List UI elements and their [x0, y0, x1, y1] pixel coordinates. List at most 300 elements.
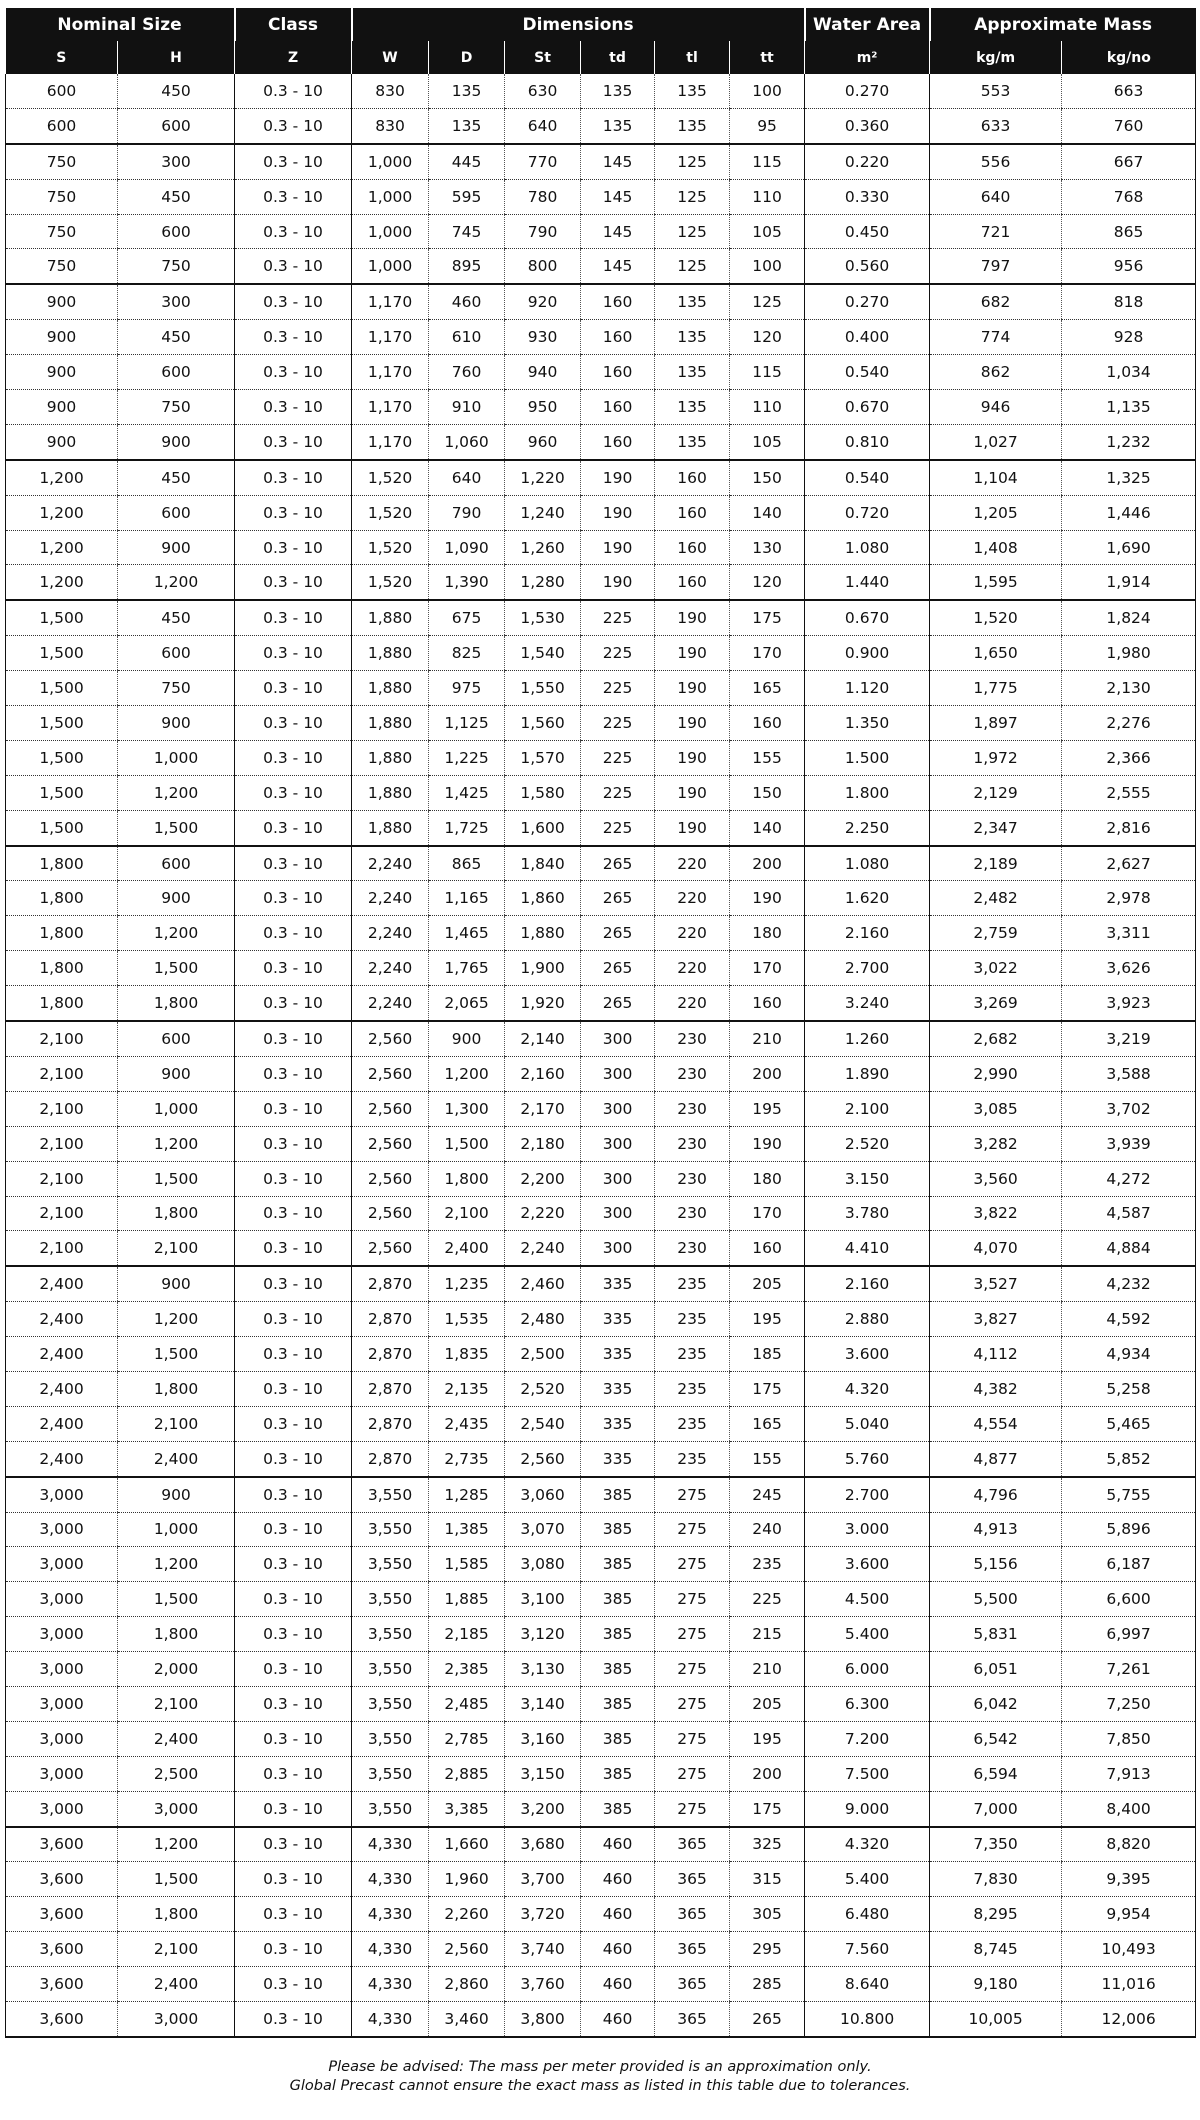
table-cell: 2,185 [429, 1617, 505, 1652]
table-cell: 460 [429, 284, 505, 319]
table-cell: 365 [655, 1827, 730, 1862]
table-cell: 1,880 [352, 706, 429, 741]
table-cell: 0.3 - 10 [235, 249, 352, 284]
table-row [6, 1337, 1196, 1372]
table-cell: 220 [655, 951, 730, 986]
table-cell: 1,800 [6, 986, 118, 1021]
table-cell: 3,000 [6, 1512, 118, 1547]
table-cell: 0.3 - 10 [235, 1406, 352, 1441]
table-cell: 682 [930, 284, 1062, 319]
column-header: m² [805, 41, 930, 74]
table-cell: 2,500 [505, 1337, 581, 1372]
table-cell: 120 [730, 565, 805, 600]
table-row [6, 214, 1196, 249]
table-cell: 0.3 - 10 [235, 775, 352, 810]
table-cell: 1.800 [805, 775, 930, 810]
table-cell: 285 [730, 1967, 805, 2002]
mass-table-container [5, 8, 1195, 2038]
table-cell: 3,022 [930, 951, 1062, 986]
table-cell: 3,140 [505, 1686, 581, 1721]
column-header: Z [235, 41, 352, 74]
group-header-class: Class [235, 8, 352, 41]
table-cell: 797 [930, 249, 1062, 284]
table-cell: 3,085 [930, 1091, 1062, 1126]
table-cell: 3,000 [6, 1477, 118, 1512]
table-cell: 1,232 [1062, 424, 1196, 459]
table-cell: 2,347 [930, 810, 1062, 845]
table-cell: 600 [118, 1021, 235, 1056]
table-cell: 200 [730, 846, 805, 881]
table-cell: 750 [118, 390, 235, 425]
table-cell: 556 [930, 144, 1062, 179]
table-cell: 5,896 [1062, 1512, 1196, 1547]
table-cell: 160 [730, 706, 805, 741]
table-cell: 160 [730, 986, 805, 1021]
table-cell: 2,485 [429, 1686, 505, 1721]
table-row [6, 1196, 1196, 1231]
table-cell: 4,913 [930, 1512, 1062, 1547]
table-cell: 275 [655, 1582, 730, 1617]
table-cell: 450 [118, 320, 235, 355]
table-cell: 2,870 [352, 1266, 429, 1301]
table-cell: 230 [655, 1126, 730, 1161]
table-cell: 3,311 [1062, 916, 1196, 951]
table-cell: 190 [655, 636, 730, 671]
table-cell: 4,330 [352, 2001, 429, 2036]
table-cell: 195 [730, 1302, 805, 1337]
table-cell: 2,400 [6, 1302, 118, 1337]
table-cell: 0.270 [805, 284, 930, 319]
table-cell: 2,100 [118, 1231, 235, 1266]
table-cell: 2,682 [930, 1021, 1062, 1056]
table-cell: 1,800 [118, 1196, 235, 1231]
table-cell: 0.3 - 10 [235, 951, 352, 986]
table-cell: 2,100 [118, 1932, 235, 1967]
table-cell: 2,170 [505, 1091, 581, 1126]
table-cell: 145 [581, 249, 655, 284]
table-cell: 95 [730, 108, 805, 143]
table-cell: 930 [505, 320, 581, 355]
table-cell: 3,550 [352, 1791, 429, 1826]
table-cell: 2,560 [352, 1056, 429, 1091]
table-cell: 0.3 - 10 [235, 1371, 352, 1406]
table-row [6, 986, 1196, 1021]
column-header: H [118, 41, 235, 74]
table-cell: 1,897 [930, 706, 1062, 741]
table-row [6, 600, 1196, 635]
table-cell: 910 [429, 390, 505, 425]
table-cell: 210 [730, 1652, 805, 1687]
table-cell: 0.540 [805, 355, 930, 390]
table-cell: 1,595 [930, 565, 1062, 600]
table-row [6, 636, 1196, 671]
table-cell: 4,330 [352, 1932, 429, 1967]
table-cell: 460 [581, 1967, 655, 2002]
table-cell: 2,220 [505, 1196, 581, 1231]
table-cell: 2,400 [118, 1967, 235, 2002]
table-cell: 1,500 [118, 1582, 235, 1617]
column-header: D [429, 41, 505, 74]
table-cell: 160 [581, 355, 655, 390]
table-cell: 865 [1062, 214, 1196, 249]
table-cell: 3,702 [1062, 1091, 1196, 1126]
table-cell: 1,285 [429, 1477, 505, 1512]
table-cell: 600 [118, 355, 235, 390]
table-cell: 818 [1062, 284, 1196, 319]
table-cell: 6,051 [930, 1652, 1062, 1687]
table-cell: 265 [581, 846, 655, 881]
table-cell: 780 [505, 179, 581, 214]
table-cell: 3,130 [505, 1652, 581, 1687]
table-cell: 0.3 - 10 [235, 74, 352, 108]
table-cell: 1,390 [429, 565, 505, 600]
table-cell: 3,550 [352, 1721, 429, 1756]
table-cell: 1,550 [505, 671, 581, 706]
table-cell: 300 [581, 1021, 655, 1056]
table-cell: 1,960 [429, 1862, 505, 1897]
table-cell: 750 [6, 249, 118, 284]
table-cell: 750 [6, 214, 118, 249]
table-cell: 2,480 [505, 1302, 581, 1337]
table-cell: 750 [118, 671, 235, 706]
table-cell: 225 [581, 636, 655, 671]
table-cell: 3,000 [6, 1791, 118, 1826]
table-cell: 900 [6, 424, 118, 459]
table-cell: 600 [118, 846, 235, 881]
table-cell: 1,880 [352, 740, 429, 775]
table-cell: 1,170 [352, 320, 429, 355]
table-cell: 1.120 [805, 671, 930, 706]
table-cell: 300 [581, 1056, 655, 1091]
table-cell: 265 [581, 916, 655, 951]
table-cell: 0.3 - 10 [235, 1862, 352, 1897]
table-cell: 235 [655, 1266, 730, 1301]
table-cell: 230 [655, 1161, 730, 1196]
table-cell: 140 [730, 495, 805, 530]
table-cell: 900 [6, 390, 118, 425]
table-cell: 150 [730, 775, 805, 810]
table-cell: 1,500 [6, 706, 118, 741]
table-cell: 2,870 [352, 1302, 429, 1337]
table-cell: 928 [1062, 320, 1196, 355]
table-cell: 9,954 [1062, 1897, 1196, 1932]
table-cell: 2,759 [930, 916, 1062, 951]
table-row [6, 1512, 1196, 1547]
table-row [6, 1371, 1196, 1406]
table-cell: 956 [1062, 249, 1196, 284]
table-cell: 940 [505, 355, 581, 390]
table-cell: 2,100 [6, 1161, 118, 1196]
table-cell: 2,785 [429, 1721, 505, 1756]
column-header: tt [730, 41, 805, 74]
table-cell: 190 [581, 495, 655, 530]
table-cell: 190 [730, 881, 805, 916]
table-cell: 11,016 [1062, 1967, 1196, 2002]
table-cell: 275 [655, 1686, 730, 1721]
table-cell: 2,540 [505, 1406, 581, 1441]
table-cell: 0.3 - 10 [235, 636, 352, 671]
table-cell: 2,100 [6, 1091, 118, 1126]
table-cell: 4.320 [805, 1371, 930, 1406]
table-cell: 0.3 - 10 [235, 1791, 352, 1826]
table-cell: 105 [730, 214, 805, 249]
table-cell: 0.3 - 10 [235, 916, 352, 951]
table-cell: 3.240 [805, 986, 930, 1021]
table-cell: 335 [581, 1302, 655, 1337]
table-cell: 385 [581, 1686, 655, 1721]
table-cell: 0.3 - 10 [235, 1897, 352, 1932]
table-row [6, 1686, 1196, 1721]
table-row [6, 495, 1196, 530]
table-cell: 1,880 [352, 671, 429, 706]
table-cell: 10,493 [1062, 1932, 1196, 1967]
table-cell: 900 [118, 1056, 235, 1091]
table-cell: 300 [581, 1196, 655, 1231]
table-cell: 600 [118, 108, 235, 143]
table-cell: 0.560 [805, 249, 930, 284]
table-cell: 760 [1062, 108, 1196, 143]
table-cell: 275 [655, 1756, 730, 1791]
table-cell: 4,272 [1062, 1161, 1196, 1196]
table-row [6, 1231, 1196, 1266]
table-row [6, 916, 1196, 951]
table-cell: 0.3 - 10 [235, 1477, 352, 1512]
table-cell: 5,156 [930, 1547, 1062, 1582]
table-cell: 2,560 [352, 1126, 429, 1161]
table-cell: 220 [655, 846, 730, 881]
table-cell: 1,840 [505, 846, 581, 881]
table-cell: 1.350 [805, 706, 930, 741]
table-cell: 4,070 [930, 1231, 1062, 1266]
table-cell: 1,800 [429, 1161, 505, 1196]
table-cell: 1,000 [352, 214, 429, 249]
table-cell: 2,885 [429, 1756, 505, 1791]
table-cell: 1,240 [505, 495, 581, 530]
table-cell: 4,884 [1062, 1231, 1196, 1266]
table-row [6, 1652, 1196, 1687]
table-cell: 2,240 [352, 951, 429, 986]
table-cell: 975 [429, 671, 505, 706]
table-cell: 2,135 [429, 1371, 505, 1406]
table-cell: 920 [505, 284, 581, 319]
table-cell: 600 [118, 495, 235, 530]
table-cell: 205 [730, 1686, 805, 1721]
table-cell: 3,269 [930, 986, 1062, 1021]
table-cell: 0.3 - 10 [235, 1056, 352, 1091]
table-row [6, 1266, 1196, 1301]
table-cell: 385 [581, 1756, 655, 1791]
table-cell: 2.250 [805, 810, 930, 845]
table-cell: 3,720 [505, 1897, 581, 1932]
table-cell: 2,189 [930, 846, 1062, 881]
table-cell: 0.3 - 10 [235, 1617, 352, 1652]
table-cell: 125 [730, 284, 805, 319]
table-cell: 0.3 - 10 [235, 881, 352, 916]
column-header: W [352, 41, 429, 74]
table-cell: 230 [655, 1231, 730, 1266]
table-cell: 1,880 [352, 775, 429, 810]
table-cell: 2,460 [505, 1266, 581, 1301]
table-cell: 6,187 [1062, 1547, 1196, 1582]
table-cell: 0.3 - 10 [235, 214, 352, 249]
table-cell: 195 [730, 1091, 805, 1126]
table-cell: 4,382 [930, 1371, 1062, 1406]
table-cell: 2,240 [352, 846, 429, 881]
table-cell: 165 [730, 671, 805, 706]
table-cell: 0.3 - 10 [235, 1652, 352, 1687]
table-cell: 1,885 [429, 1582, 505, 1617]
table-cell: 3,939 [1062, 1126, 1196, 1161]
table-cell: 2,366 [1062, 740, 1196, 775]
table-cell: 1,125 [429, 706, 505, 741]
table-cell: 7.200 [805, 1721, 930, 1756]
table-cell: 1,325 [1062, 460, 1196, 495]
table-cell: 0.3 - 10 [235, 1967, 352, 2002]
table-cell: 1,200 [118, 1302, 235, 1337]
table-cell: 5,755 [1062, 1477, 1196, 1512]
table-row [6, 1021, 1196, 1056]
group-header-dimensions: Dimensions [352, 8, 805, 41]
group-header-row [6, 8, 1196, 41]
table-cell: 1,800 [6, 916, 118, 951]
table-cell: 1,500 [6, 636, 118, 671]
table-cell: 1,000 [118, 1512, 235, 1547]
table-cell: 325 [730, 1827, 805, 1862]
table-cell: 190 [730, 1126, 805, 1161]
table-cell: 3.780 [805, 1196, 930, 1231]
table-cell: 1,765 [429, 951, 505, 986]
table-cell: 2,100 [6, 1056, 118, 1091]
table-cell: 100 [730, 74, 805, 108]
table-cell: 1,530 [505, 600, 581, 635]
table-cell: 1,425 [429, 775, 505, 810]
table-cell: 3,550 [352, 1547, 429, 1582]
table-cell: 1,408 [930, 530, 1062, 565]
table-cell: 825 [429, 636, 505, 671]
column-header: St [505, 41, 581, 74]
table-cell: 170 [730, 951, 805, 986]
table-cell: 3,550 [352, 1582, 429, 1617]
table-row [6, 1617, 1196, 1652]
table-cell: 0.540 [805, 460, 930, 495]
table-cell: 4,796 [930, 1477, 1062, 1512]
table-cell: 1,520 [352, 565, 429, 600]
table-cell: 0.3 - 10 [235, 846, 352, 881]
table-cell: 160 [655, 460, 730, 495]
table-cell: 305 [730, 1897, 805, 1932]
table-cell: 3,740 [505, 1932, 581, 1967]
table-cell: 1,520 [930, 600, 1062, 635]
table-cell: 300 [118, 144, 235, 179]
table-cell: 175 [730, 1791, 805, 1826]
table-cell: 135 [655, 108, 730, 143]
table-cell: 595 [429, 179, 505, 214]
table-cell: 2,816 [1062, 810, 1196, 845]
table-cell: 0.3 - 10 [235, 144, 352, 179]
table-cell: 4,112 [930, 1337, 1062, 1372]
table-cell: 2,500 [118, 1756, 235, 1791]
table-cell: 750 [6, 179, 118, 214]
table-cell: 1,034 [1062, 355, 1196, 390]
table-cell: 0.3 - 10 [235, 355, 352, 390]
table-row [6, 1967, 1196, 2002]
table-cell: 225 [581, 775, 655, 810]
table-cell: 3,000 [118, 1791, 235, 1826]
table-cell: 7,850 [1062, 1721, 1196, 1756]
table-cell: 3.600 [805, 1337, 930, 1372]
table-cell: 0.3 - 10 [235, 1441, 352, 1476]
table-cell: 335 [581, 1406, 655, 1441]
table-cell: 235 [655, 1302, 730, 1337]
table-cell: 1,465 [429, 916, 505, 951]
table-cell: 4,330 [352, 1967, 429, 2002]
table-cell: 385 [581, 1791, 655, 1826]
table-cell: 225 [581, 671, 655, 706]
table-cell: 1.080 [805, 846, 930, 881]
table-cell: 1,500 [6, 810, 118, 845]
table-cell: 190 [581, 460, 655, 495]
table-cell: 2,129 [930, 775, 1062, 810]
table-cell: 155 [730, 1441, 805, 1476]
table-cell: 0.900 [805, 636, 930, 671]
table-cell: 2,560 [505, 1441, 581, 1476]
table-cell: 6,042 [930, 1686, 1062, 1721]
table-cell: 220 [655, 881, 730, 916]
table-cell: 900 [6, 355, 118, 390]
table-cell: 385 [581, 1721, 655, 1756]
table-cell: 2.520 [805, 1126, 930, 1161]
table-cell: 1,500 [6, 740, 118, 775]
table-row [6, 881, 1196, 916]
table-cell: 3,588 [1062, 1056, 1196, 1091]
table-cell: 3,550 [352, 1477, 429, 1512]
table-cell: 663 [1062, 74, 1196, 108]
table-cell: 315 [730, 1862, 805, 1897]
table-cell: 180 [730, 916, 805, 951]
table-cell: 0.450 [805, 214, 930, 249]
table-cell: 0.810 [805, 424, 930, 459]
table-cell: 830 [352, 108, 429, 143]
table-cell: 1,000 [118, 1091, 235, 1126]
table-cell: 3.150 [805, 1161, 930, 1196]
table-cell: 1,800 [118, 1897, 235, 1932]
table-cell: 5,852 [1062, 1441, 1196, 1476]
table-cell: 4.500 [805, 1582, 930, 1617]
table-cell: 1,860 [505, 881, 581, 916]
table-cell: 3,282 [930, 1126, 1062, 1161]
table-cell: 0.3 - 10 [235, 320, 352, 355]
table-row [6, 1791, 1196, 1826]
table-cell: 1,880 [352, 636, 429, 671]
table-row [6, 1302, 1196, 1337]
table-cell: 275 [655, 1721, 730, 1756]
table-cell: 1.890 [805, 1056, 930, 1091]
table-cell: 1,800 [6, 846, 118, 881]
table-row [6, 1091, 1196, 1126]
table-cell: 1,500 [429, 1126, 505, 1161]
table-cell: 2,627 [1062, 846, 1196, 881]
table-cell: 1,000 [352, 179, 429, 214]
table-cell: 275 [655, 1617, 730, 1652]
table-cell: 300 [581, 1091, 655, 1126]
table-cell: 1,200 [429, 1056, 505, 1091]
table-cell: 230 [655, 1196, 730, 1231]
table-row [6, 1756, 1196, 1791]
table-cell: 2,260 [429, 1897, 505, 1932]
table-cell: 3,150 [505, 1756, 581, 1791]
table-cell: 225 [581, 810, 655, 845]
table-cell: 1,000 [352, 144, 429, 179]
